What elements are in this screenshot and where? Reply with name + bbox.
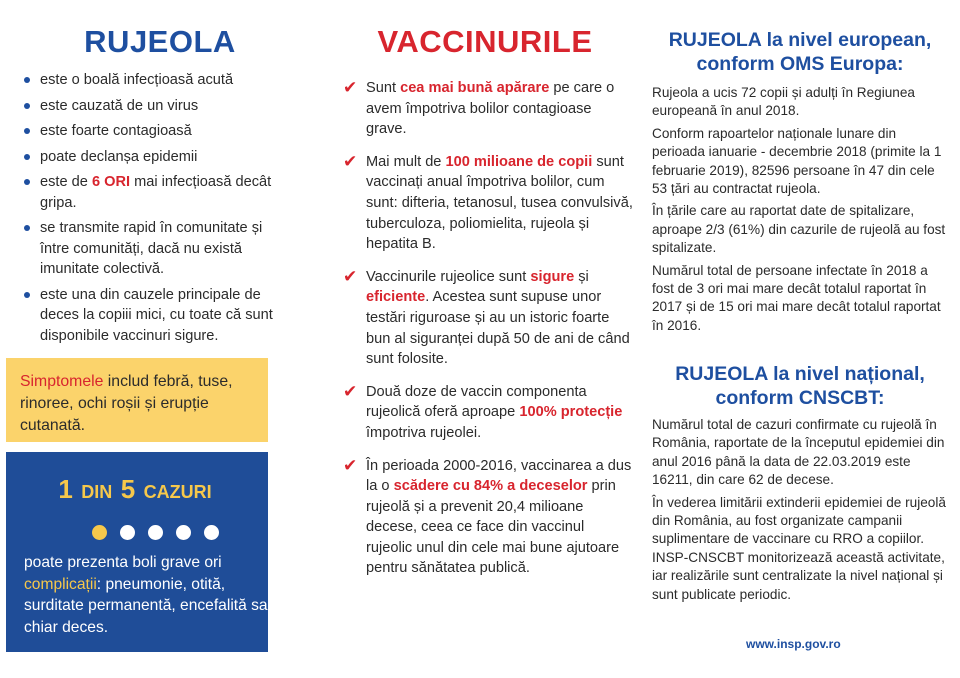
fact-text: este o boală infecțioasă acută [40, 72, 234, 88]
item-text: Două doze de vaccin componenta rujeolică oferă aproape [366, 383, 587, 421]
list-item [22, 285, 287, 347]
list-item [22, 70, 287, 91]
bullet-dot-icon [24, 128, 30, 134]
symptoms-text: includ febră, tuse, rinoree, ochi roșii și erupție cutanată. [20, 373, 233, 434]
item-highlight: 100 milioane de copii [445, 153, 593, 170]
fact-text-pre: este de [40, 174, 92, 190]
item-highlight: scădere cu 84% a deceselor [393, 478, 588, 495]
vaccinurile-title: VACCINURILE [377, 24, 593, 59]
paragraph: Numărul total de cazuri confirmate cu rujeolă în România, raportate de la începutul epidemiei din anul 2016 până la data de 22.03.2019 este 16211, din care 62 de decese. [652, 417, 945, 488]
checkmark-icon: ✔ [343, 151, 358, 171]
highlighted-dot-icon [92, 525, 107, 540]
stat-text-pre: poate prezenta boli grave ori [24, 554, 222, 571]
european-title [640, 28, 960, 76]
stat-text-post: : pneumonie, otită, surditate permanentă, encefalită sau chiar deces. [24, 575, 277, 636]
stat-headline [6, 474, 268, 505]
item-highlight: eficiente [366, 289, 426, 306]
item-text: Sunt [366, 80, 401, 96]
national-title-line1: RUJEOLA la nivel național, [675, 363, 925, 385]
item-highlight: cea mai bună apărare [400, 80, 550, 96]
stat-number-five: 5 [120, 474, 136, 504]
bullet-dot-icon [24, 77, 30, 83]
stat-text-highlight: complicații [24, 575, 97, 593]
symptoms-highlight: Simptomele [20, 373, 104, 390]
website-link[interactable]: www.insp.gov.ro [746, 637, 841, 651]
fact-text: este una din cauzele principale de deces la copiii mici, cu toate că sunt disponibile vaccinuri sigure. [40, 286, 273, 344]
fact-text: este foarte contagioasă [40, 123, 192, 139]
checkmark-icon: ✔ [343, 266, 358, 286]
fact-highlight: 6 ORI [91, 174, 131, 190]
dot-icon [120, 525, 135, 540]
fact-text-post: mai infecțioasă decât gripa. [40, 174, 272, 211]
dot-icon [204, 525, 219, 540]
list-item [22, 147, 287, 168]
stat-description [24, 552, 284, 638]
list-item [22, 121, 287, 142]
stat-cazuri: CAZURI [143, 482, 212, 502]
symptoms-box [6, 358, 268, 442]
list-item [343, 152, 633, 255]
item-text: sunt vaccinați anual împotriva bolilor, cum sunt: difteria, tetanosul, tusea convulsivă, tuberculoza, poliomielita, rujeola și hepatita B. [366, 153, 633, 253]
list-item [22, 172, 287, 213]
list-item [343, 456, 633, 580]
bullet-dot-icon [24, 225, 30, 231]
item-text: prin rujeolă și a prevenit 20,4 milioane decese, ceea ce face din vaccinul rujeolic unul din cele mai bune ajutoare pentru sănătatea publică. [366, 478, 620, 577]
national-title-line2: conform CNSCBT: [715, 387, 885, 409]
stat-number-one: 1 [58, 474, 73, 504]
ratio-dots [92, 525, 219, 540]
paragraph: Rujeola a ucis 72 copii și adulți în Regiunea europeană în anul 2018. [652, 85, 915, 119]
paragraph: În țările care au raportat date de spitalizare, aproape 2/3 (61%) din cazurile de rujeolă au fost spitalizate. [652, 203, 946, 256]
item-text: împotriva rujeolei. [366, 424, 482, 441]
bullet-dot-icon [24, 292, 30, 298]
paragraph: În vederea limitării extinderii epidemiei de rujeolă din România, au fost organizate campanii suplimentare de vaccinare cu RRO a copiilor. INSP-CNSCBT monitorizează această activitate, iar realizările sunt centralizate la nivel național și sunt publicate periodic. [652, 494, 946, 602]
item-text: Mai mult de [366, 153, 446, 170]
european-title-line1: RUJEOLA la nivel european, [668, 29, 932, 51]
item-highlight: sigure [530, 268, 575, 285]
item-text: pe care o avem împotriva bolilor contagioase grave. [366, 80, 615, 138]
fact-text: se transmite rapid în comunitate și între comunități, dacă nu există imunitate colectivă. [40, 220, 263, 277]
paragraph: Conform rapoartelor naționale lunare din perioada ianuarie - decembrie 2018 (primite la 1 februarie 2019), 82596 persoane în 47 din cele 53 țări au contractat rujeola. [652, 125, 942, 197]
paragraph: Numărul total de persoane infectate în 2018 a fost de 3 ori mai mare decât totalul raportat în 2017 și de 15 ori mai mare decât totalul raportat în 2016. [652, 262, 941, 333]
item-highlight: 100% protecție [519, 404, 623, 421]
rujeola-title: RUJEOLA [84, 24, 236, 59]
list-item [22, 218, 287, 280]
european-stats [652, 84, 952, 339]
bullet-dot-icon [24, 103, 30, 109]
bullet-dot-icon [24, 179, 30, 185]
list-item [343, 78, 633, 140]
stat-din: DIN [81, 482, 113, 502]
item-text: În perioada 2000-2016, vaccinarea a dus la o [366, 457, 632, 495]
list-item [343, 382, 633, 444]
item-text: Vaccinurile rujeolice sunt [366, 268, 531, 285]
national-title [640, 362, 960, 410]
item-text: . Acestea sunt supuse unor testări riguroase și au un istoric foarte bun al siguranței după 50 de ani de când sunt folosite. [366, 289, 630, 368]
european-title-line2: conform OMS Europa: [696, 53, 904, 75]
list-item [343, 267, 633, 370]
rujeola-facts-list [22, 70, 287, 351]
vaccine-facts-list [343, 78, 633, 591]
dot-icon [148, 525, 163, 540]
dot-icon [176, 525, 191, 540]
national-stats [652, 416, 952, 608]
fact-text: este cauzată de un virus [40, 97, 199, 114]
bullet-dot-icon [24, 154, 30, 160]
fact-text: poate declanșa epidemii [40, 148, 198, 165]
checkmark-icon: ✔ [343, 78, 358, 97]
list-item [22, 96, 287, 117]
checkmark-icon: ✔ [343, 381, 358, 401]
checkmark-icon: ✔ [343, 455, 358, 475]
item-text: și [574, 268, 589, 285]
stat-box [6, 452, 277, 652]
